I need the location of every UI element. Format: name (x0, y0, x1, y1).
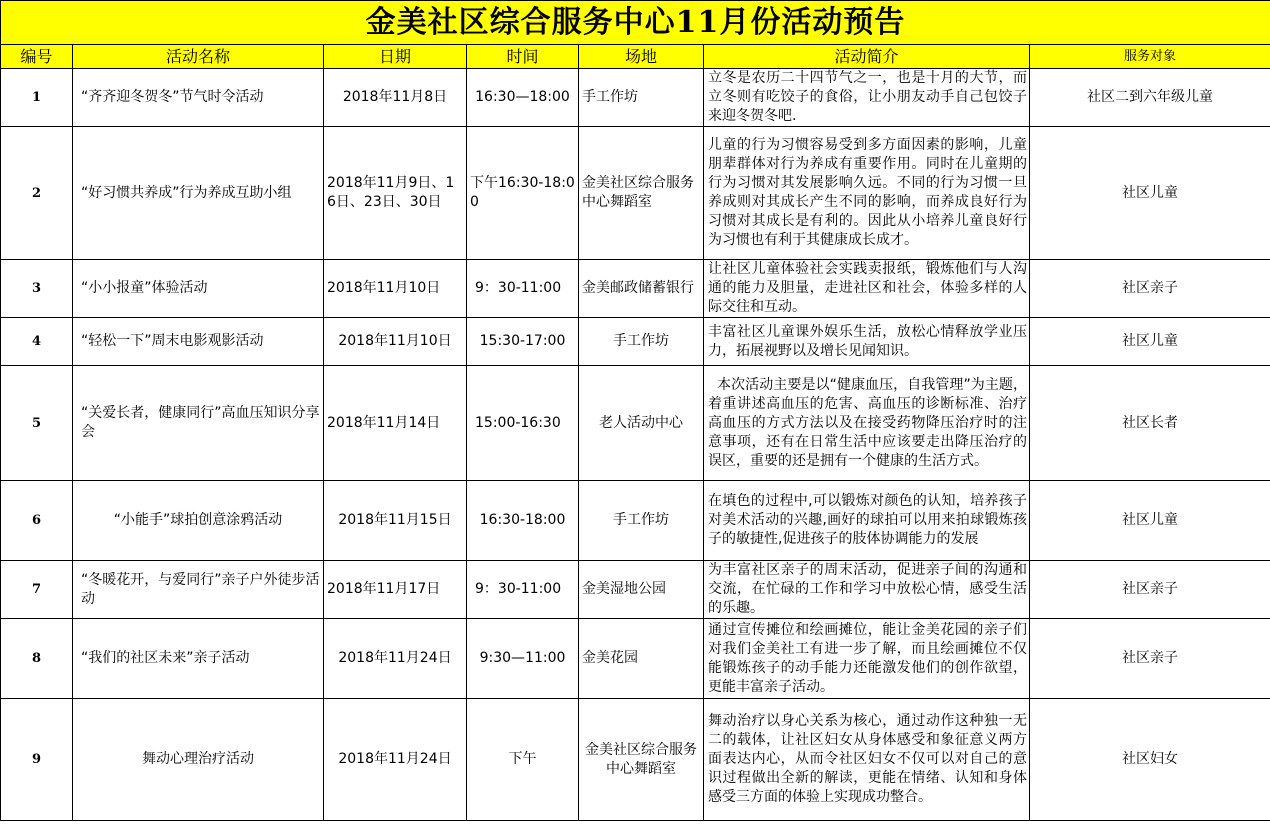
cell-time: 9：30-11:00 (467, 561, 579, 619)
table-row (1, 366, 1270, 481)
cell-activity-name: “小小报童”体验活动 (73, 260, 324, 318)
cell-number: 8 (1, 619, 73, 699)
cell-venue: 金美湿地公园 (579, 561, 704, 619)
cell-date: 2018年11月24日 (324, 699, 467, 821)
cell-description: 立冬是农历二十四节气之一，也是十月的大节，而立冬则有吃饺子的食俗，让小朋友动手自己包饺子来迎冬贺冬吧. (704, 69, 1030, 127)
cell-venue: 手工作坊 (579, 318, 704, 366)
cell-activity-name: “小能手”球拍创意涂鸦活动 (73, 481, 324, 561)
cell-time: 15:00-16:30 (467, 366, 579, 481)
cell-number: 6 (1, 481, 73, 561)
table-row (1, 127, 1270, 260)
cell-venue: 金美社区综合服务中心舞蹈室 (579, 699, 704, 821)
cell-venue: 金美社区综合服务中心舞蹈室 (579, 127, 704, 260)
cell-date: 2018年11月10日 (324, 260, 467, 318)
page-title: 金美社区综合服务中心11月份活动预告 (1, 1, 1270, 45)
cell-target: 社区儿童 (1030, 481, 1270, 561)
cell-target: 社区亲子 (1030, 619, 1270, 699)
cell-target: 社区亲子 (1030, 260, 1270, 318)
cell-description: 本次活动主要是以“健康血压，自我管理”为主题，着重讲述高血压的危害、高血压的诊断标准、治疗高血压的方式方法以及在接受药物降压治疗时的注意事项，还有在日常生活中应该要走出降压治疗的误区，重要的还是拥有一个健康的生活方式。 (704, 366, 1030, 481)
table-row (1, 69, 1270, 127)
cell-target: 社区长者 (1030, 366, 1270, 481)
cell-number: 3 (1, 260, 73, 318)
cell-number: 7 (1, 561, 73, 619)
cell-activity-name: “齐齐迎冬贺冬”节气时令活动 (73, 69, 324, 127)
cell-date: 2018年11月8日 (324, 69, 467, 127)
cell-target: 社区儿童 (1030, 127, 1270, 260)
cell-date: 2018年11月10日 (324, 318, 467, 366)
table-row (1, 318, 1270, 366)
cell-description: 通过宣传摊位和绘画摊位，能让金美花园的亲子们对我们金美社工有进一步了解，而且绘画摊位不仅能锻炼孩子的动手能力还能激发他们的创作欲望，更能丰富亲子活动。 (704, 619, 1030, 699)
cell-number: 2 (1, 127, 73, 260)
table-row (1, 619, 1270, 699)
cell-activity-name: “好习惯共养成”行为养成互助小组 (73, 127, 324, 260)
cell-target: 社区二到六年级儿童 (1030, 69, 1270, 127)
cell-activity-name: “关爱长者，健康同行”高血压知识分享会 (73, 366, 324, 481)
cell-description: 让社区儿童体验社会实践卖报纸，锻炼他们与人沟通的能力及胆量，走进社区和社会，体验多样的人际交往和互动。 (704, 260, 1030, 318)
cell-number: 5 (1, 366, 73, 481)
cell-time: 下午 (467, 699, 579, 821)
cell-date: 2018年11月24日 (324, 619, 467, 699)
cell-description: 儿童的行为习惯容易受到多方面因素的影响，儿童朋辈群体对行为养成有重要作用。同时在儿童期的行为习惯对其发展影响久远。不同的行为习惯一旦养成则对其成长产生不同的影响，而养成良好行为习惯对其成长是有利的。因此从小培养儿童良好行为习惯也有利于其健康成长成才。 (704, 127, 1030, 260)
cell-target: 社区儿童 (1030, 318, 1270, 366)
cell-time: 16:30—18:00 (467, 69, 579, 127)
cell-venue: 老人活动中心 (579, 366, 704, 481)
cell-venue: 金美邮政储蓄银行 (579, 260, 704, 318)
cell-venue: 手工作坊 (579, 69, 704, 127)
cell-activity-name: “我们的社区未来”亲子活动 (73, 619, 324, 699)
column-header-number: 编号 (1, 45, 73, 69)
cell-activity-name: 舞动心理治疗活动 (73, 699, 324, 821)
table-row (1, 699, 1270, 821)
cell-activity-name: “冬暖花开，与爱同行”亲子户外徒步活动 (73, 561, 324, 619)
table-row (1, 481, 1270, 561)
cell-date: 2018年11月9日、16日、23日、30日 (324, 127, 467, 260)
cell-description: 为丰富社区亲子的周末活动，促进亲子间的沟通和交流，在忙碌的工作和学习中放松心情，感受生活的乐趣。 (704, 561, 1030, 619)
cell-time: 下午16:30-18:00 (467, 127, 579, 260)
table-row (1, 260, 1270, 318)
cell-description: 丰富社区儿童课外娱乐生活，放松心情释放学业压力，拓展视野以及增长见闻知识。 (704, 318, 1030, 366)
cell-time: 9：30-11:00 (467, 260, 579, 318)
cell-time: 16:30-18:00 (467, 481, 579, 561)
cell-time: 9:30—11:00 (467, 619, 579, 699)
cell-description: 在填色的过程中,可以锻炼对颜色的认知，培养孩子对美术活动的兴趣,画好的球拍可以用来拍球锻炼孩子的敏捷性,促进孩子的肢体协调能力的发展 (704, 481, 1030, 561)
cell-activity-name: “轻松一下”周末电影观影活动 (73, 318, 324, 366)
cell-date: 2018年11月15日 (324, 481, 467, 561)
cell-date: 2018年11月14日 (324, 366, 467, 481)
column-header-activity-name: 活动名称 (73, 45, 324, 69)
column-header-venue: 场地 (579, 45, 704, 69)
cell-date: 2018年11月17日 (324, 561, 467, 619)
cell-venue: 手工作坊 (579, 481, 704, 561)
column-header-time: 时间 (467, 45, 579, 69)
header-row (1, 45, 1270, 69)
cell-venue: 金美花园 (579, 619, 704, 699)
column-header-description: 活动简介 (704, 45, 1030, 69)
cell-target: 社区亲子 (1030, 561, 1270, 619)
cell-time: 15:30-17:00 (467, 318, 579, 366)
cell-number: 1 (1, 69, 73, 127)
cell-number: 9 (1, 699, 73, 821)
cell-description: 舞动治疗以身心关系为核心，通过动作这种独一无二的载体，让社区妇女从身体感受和象征意义两方面表达内心，从而令社区妇女不仅可以对自己的意识过程做出全新的解读，更能在情绪、认知和身体感受三方面的体验上实现成功整合。 (704, 699, 1030, 821)
column-header-date: 日期 (324, 45, 467, 69)
table-row (1, 561, 1270, 619)
column-header-target: 服务对象 (1030, 45, 1270, 69)
cell-number: 4 (1, 318, 73, 366)
cell-target: 社区妇女 (1030, 699, 1270, 821)
